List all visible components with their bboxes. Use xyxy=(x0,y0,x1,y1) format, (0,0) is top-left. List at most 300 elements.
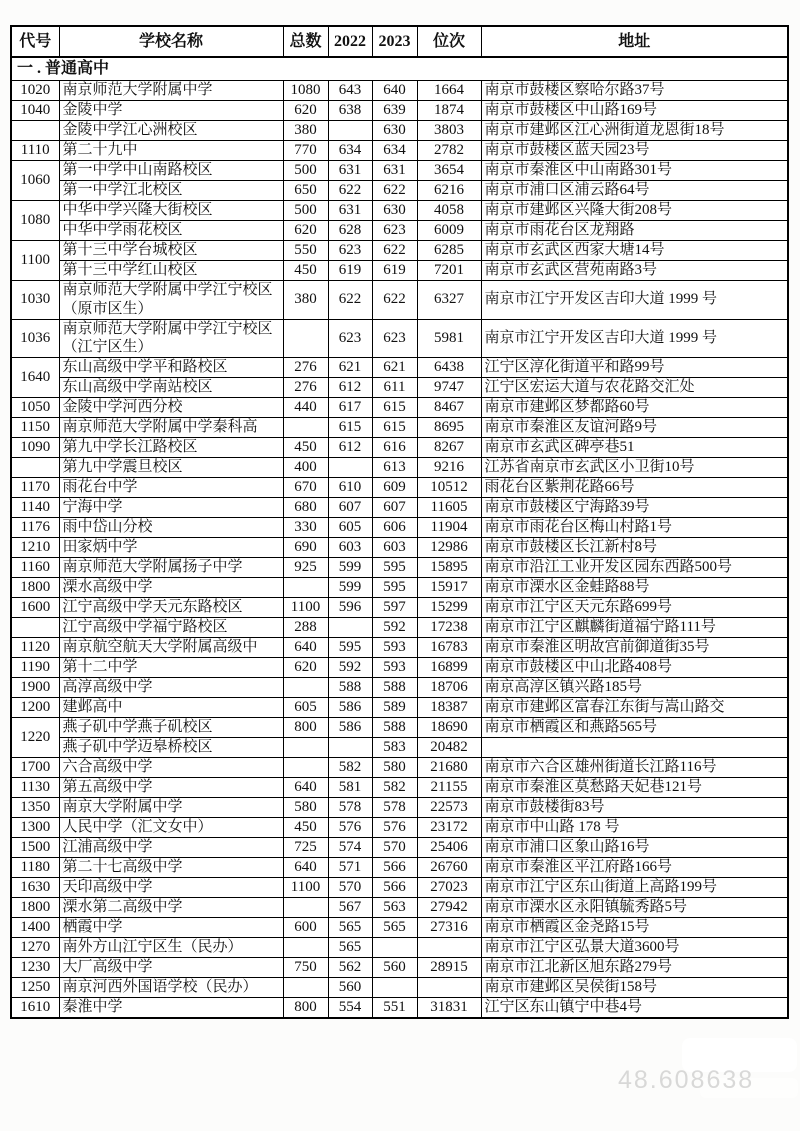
score-2022-cell: 638 xyxy=(328,101,372,121)
address-cell: 南京市建邺区吴侯街158号 xyxy=(481,978,788,998)
score-2023-cell: 560 xyxy=(372,958,417,978)
table-row xyxy=(11,221,788,241)
total-cell xyxy=(283,319,328,358)
score-2022-cell: 592 xyxy=(328,658,372,678)
header-2023: 2023 xyxy=(372,26,417,57)
code-cell: 1350 xyxy=(11,798,59,818)
table-row xyxy=(11,558,788,578)
school-name-cell: 人民中学（汇文女中） xyxy=(59,818,283,838)
address-cell: 南京市江宁开发区吉印大道 1999 号 xyxy=(481,281,788,320)
header-address: 地址 xyxy=(481,26,788,57)
score-2023-cell: 583 xyxy=(372,738,417,758)
school-name-cell: 第九中学长江路校区 xyxy=(59,438,283,458)
score-2023-cell: 566 xyxy=(372,858,417,878)
total-cell: 450 xyxy=(283,818,328,838)
score-2023-cell: 588 xyxy=(372,718,417,738)
score-2022-cell: 586 xyxy=(328,718,372,738)
table-row xyxy=(11,538,788,558)
code-cell: 1100 xyxy=(11,241,59,281)
code-cell: 1140 xyxy=(11,498,59,518)
address-cell: 南京市鼓楼区蓝天园23号 xyxy=(481,141,788,161)
table-row xyxy=(11,838,788,858)
table-row xyxy=(11,438,788,458)
table-row xyxy=(11,778,788,798)
rank-cell: 9216 xyxy=(417,458,481,478)
school-name-cell: 东山高级中学平和路校区 xyxy=(59,358,283,378)
score-2023-cell: 603 xyxy=(372,538,417,558)
table-row xyxy=(11,378,788,398)
watermark-text: 48.608638 xyxy=(618,1066,755,1094)
score-2022-cell: 619 xyxy=(328,261,372,281)
rank-cell: 22573 xyxy=(417,798,481,818)
address-cell: 南京市秦淮区莫愁路天妃巷121号 xyxy=(481,778,788,798)
header-2022: 2022 xyxy=(328,26,372,57)
rank-cell: 6438 xyxy=(417,358,481,378)
total-cell: 400 xyxy=(283,458,328,478)
score-2022-cell: 612 xyxy=(328,378,372,398)
school-name-cell: 高淳高级中学 xyxy=(59,678,283,698)
table-row xyxy=(11,898,788,918)
address-cell: 南京市江宁区麒麟街道福宁路111号 xyxy=(481,618,788,638)
score-2023-cell: 606 xyxy=(372,518,417,538)
school-name-cell: 中华中学雨花校区 xyxy=(59,221,283,241)
table-row xyxy=(11,638,788,658)
total-cell: 770 xyxy=(283,141,328,161)
score-2022-cell: 582 xyxy=(328,758,372,778)
code-cell xyxy=(11,618,59,638)
total-cell: 680 xyxy=(283,498,328,518)
score-2023-cell: 595 xyxy=(372,558,417,578)
address-cell: 南京市建邺区富春江东街与嵩山路交 xyxy=(481,698,788,718)
rank-cell: 6285 xyxy=(417,241,481,261)
rank-cell: 12986 xyxy=(417,538,481,558)
school-name-cell: 溧水高级中学 xyxy=(59,578,283,598)
rank-cell: 3803 xyxy=(417,121,481,141)
total-cell: 925 xyxy=(283,558,328,578)
code-cell: 1250 xyxy=(11,978,59,998)
header-rank: 位次 xyxy=(417,26,481,57)
score-2023-cell xyxy=(372,978,417,998)
code-cell: 1400 xyxy=(11,918,59,938)
table-row xyxy=(11,418,788,438)
rank-cell: 15299 xyxy=(417,598,481,618)
school-name-cell: 大厂高级中学 xyxy=(59,958,283,978)
address-cell: 南京市建邺区江心洲街道龙恩街18号 xyxy=(481,121,788,141)
code-cell: 1800 xyxy=(11,578,59,598)
code-cell: 1300 xyxy=(11,818,59,838)
school-name-cell: 田家炳中学 xyxy=(59,538,283,558)
rank-cell: 1664 xyxy=(417,81,481,101)
total-cell xyxy=(283,678,328,698)
score-2023-cell: 615 xyxy=(372,398,417,418)
score-2023-cell: 619 xyxy=(372,261,417,281)
code-cell: 1640 xyxy=(11,358,59,398)
rank-cell: 21680 xyxy=(417,758,481,778)
table-row xyxy=(11,878,788,898)
total-cell: 750 xyxy=(283,958,328,978)
rank-cell: 15917 xyxy=(417,578,481,598)
code-cell: 1170 xyxy=(11,478,59,498)
total-cell: 580 xyxy=(283,798,328,818)
total-cell: 288 xyxy=(283,618,328,638)
score-2022-cell: 576 xyxy=(328,818,372,838)
score-2022-cell: 586 xyxy=(328,698,372,718)
score-2022-cell: 578 xyxy=(328,798,372,818)
total-cell: 1100 xyxy=(283,878,328,898)
address-cell: 南京市鼓楼街83号 xyxy=(481,798,788,818)
header-row xyxy=(11,26,788,57)
address-cell: 南京市江宁区弘景大道3600号 xyxy=(481,938,788,958)
code-cell: 1090 xyxy=(11,438,59,458)
score-2022-cell: 623 xyxy=(328,241,372,261)
total-cell: 550 xyxy=(283,241,328,261)
rank-cell: 3654 xyxy=(417,161,481,181)
school-name-cell: 金陵中学河西分校 xyxy=(59,398,283,418)
table-body xyxy=(11,57,788,1018)
code-cell: 1160 xyxy=(11,558,59,578)
rank-cell: 8267 xyxy=(417,438,481,458)
code-cell: 1150 xyxy=(11,418,59,438)
rank-cell: 18706 xyxy=(417,678,481,698)
score-2022-cell xyxy=(328,458,372,478)
score-2022-cell xyxy=(328,618,372,638)
table-row xyxy=(11,498,788,518)
score-2023-cell: 613 xyxy=(372,458,417,478)
total-cell: 330 xyxy=(283,518,328,538)
header-total: 总数 xyxy=(283,26,328,57)
school-name-cell: 南京大学附属中学 xyxy=(59,798,283,818)
rank-cell: 1874 xyxy=(417,101,481,121)
school-admission-table xyxy=(10,25,789,1019)
address-cell: 南京市建邺区兴隆大街208号 xyxy=(481,201,788,221)
school-name-cell: 第九中学震旦校区 xyxy=(59,458,283,478)
total-cell: 440 xyxy=(283,398,328,418)
school-name-cell: 江宁高级中学福宁路校区 xyxy=(59,618,283,638)
address-cell: 南京市栖霞区和燕路565号 xyxy=(481,718,788,738)
score-2023-cell: 607 xyxy=(372,498,417,518)
school-name-cell: 南京师范大学附属中学秦科高 xyxy=(59,418,283,438)
score-2022-cell: 623 xyxy=(328,319,372,358)
address-cell: 江苏省南京市玄武区小卫街10号 xyxy=(481,458,788,478)
rank-cell xyxy=(417,978,481,998)
code-cell: 1210 xyxy=(11,538,59,558)
rank-cell: 4058 xyxy=(417,201,481,221)
score-2022-cell: 607 xyxy=(328,498,372,518)
table-row xyxy=(11,81,788,101)
rank-cell: 5981 xyxy=(417,319,481,358)
score-2023-cell: 611 xyxy=(372,378,417,398)
code-cell: 1130 xyxy=(11,778,59,798)
total-cell: 605 xyxy=(283,698,328,718)
table-row xyxy=(11,998,788,1019)
table-row xyxy=(11,478,788,498)
school-name-cell: 南京师范大学附属扬子中学 xyxy=(59,558,283,578)
code-cell: 1050 xyxy=(11,398,59,418)
school-name-cell: 南京师范大学附属中学 xyxy=(59,81,283,101)
table-row xyxy=(11,161,788,181)
address-cell: 南京市江宁开发区吉印大道 1999 号 xyxy=(481,319,788,358)
code-cell: 1080 xyxy=(11,201,59,241)
total-cell: 690 xyxy=(283,538,328,558)
school-name-cell: 栖霞中学 xyxy=(59,918,283,938)
table-row xyxy=(11,358,788,378)
header-school-name: 学校名称 xyxy=(59,26,283,57)
score-2022-cell: 567 xyxy=(328,898,372,918)
rank-cell xyxy=(417,938,481,958)
total-cell: 380 xyxy=(283,121,328,141)
section-row xyxy=(11,57,788,81)
score-2023-cell: 615 xyxy=(372,418,417,438)
address-cell: 江宁区宏运大道与农花路交汇处 xyxy=(481,378,788,398)
address-cell: 南京市江宁区天元东路699号 xyxy=(481,598,788,618)
code-cell: 1180 xyxy=(11,858,59,878)
school-name-cell: 第一中学江北校区 xyxy=(59,181,283,201)
code-cell: 1230 xyxy=(11,958,59,978)
total-cell: 276 xyxy=(283,358,328,378)
code-cell: 1020 xyxy=(11,81,59,101)
rank-cell: 16783 xyxy=(417,638,481,658)
score-2023-cell: 623 xyxy=(372,221,417,241)
school-name-cell: 江浦高级中学 xyxy=(59,838,283,858)
school-name-cell: 第十三中学台城校区 xyxy=(59,241,283,261)
school-name-cell: 南京师范大学附属中学江宁校区（原市区生） xyxy=(59,281,283,320)
address-cell: 南京市江北新区旭东路279号 xyxy=(481,958,788,978)
code-cell: 1190 xyxy=(11,658,59,678)
address-cell: 南京市鼓楼区长江新村8号 xyxy=(481,538,788,558)
score-2023-cell: 595 xyxy=(372,578,417,598)
score-2022-cell: 612 xyxy=(328,438,372,458)
total-cell: 640 xyxy=(283,858,328,878)
score-2022-cell: 631 xyxy=(328,201,372,221)
address-cell: 南京市秦淮区中山南路301号 xyxy=(481,161,788,181)
school-name-cell: 中华中学兴隆大街校区 xyxy=(59,201,283,221)
total-cell: 800 xyxy=(283,998,328,1019)
code-cell: 1220 xyxy=(11,718,59,758)
score-2022-cell: 634 xyxy=(328,141,372,161)
table-row xyxy=(11,101,788,121)
rank-cell: 2782 xyxy=(417,141,481,161)
address-cell: 南京市玄武区碑亭巷51 xyxy=(481,438,788,458)
school-name-cell: 江宁高级中学天元东路校区 xyxy=(59,598,283,618)
code-cell: 1600 xyxy=(11,598,59,618)
score-2023-cell: 609 xyxy=(372,478,417,498)
table-row xyxy=(11,319,788,358)
school-name-cell: 第一中学中山南路校区 xyxy=(59,161,283,181)
score-2023-cell: 589 xyxy=(372,698,417,718)
table-row xyxy=(11,798,788,818)
total-cell: 500 xyxy=(283,161,328,181)
rank-cell: 25406 xyxy=(417,838,481,858)
code-cell: 1900 xyxy=(11,678,59,698)
school-name-cell: 南外方山江宁区生（民办） xyxy=(59,938,283,958)
address-cell: 南京市建邺区梦都路60号 xyxy=(481,398,788,418)
score-2022-cell: 565 xyxy=(328,938,372,958)
rank-cell: 6009 xyxy=(417,221,481,241)
total-cell: 380 xyxy=(283,281,328,320)
score-2022-cell: 574 xyxy=(328,838,372,858)
score-2022-cell: 605 xyxy=(328,518,372,538)
table-row xyxy=(11,978,788,998)
school-name-cell: 第二十九中 xyxy=(59,141,283,161)
total-cell: 620 xyxy=(283,221,328,241)
rank-cell: 10512 xyxy=(417,478,481,498)
code-cell: 1700 xyxy=(11,758,59,778)
school-name-cell: 宁海中学 xyxy=(59,498,283,518)
rank-cell: 16899 xyxy=(417,658,481,678)
score-2023-cell: 623 xyxy=(372,319,417,358)
table-row xyxy=(11,918,788,938)
school-name-cell: 燕子矶中学迈皋桥校区 xyxy=(59,738,283,758)
score-2023-cell: 622 xyxy=(372,281,417,320)
score-2022-cell: 628 xyxy=(328,221,372,241)
school-name-cell: 雨花台中学 xyxy=(59,478,283,498)
score-2022-cell: 610 xyxy=(328,478,372,498)
total-cell: 600 xyxy=(283,918,328,938)
address-cell: 南京市浦口区浦云路64号 xyxy=(481,181,788,201)
address-cell: 南京市江宁区东山街道上高路199号 xyxy=(481,878,788,898)
score-2022-cell: 631 xyxy=(328,161,372,181)
score-2022-cell: 622 xyxy=(328,281,372,320)
score-2022-cell: 599 xyxy=(328,578,372,598)
code-cell xyxy=(11,121,59,141)
table-row xyxy=(11,281,788,320)
table-row xyxy=(11,758,788,778)
table-row xyxy=(11,818,788,838)
score-2022-cell: 565 xyxy=(328,918,372,938)
header-code: 代号 xyxy=(11,26,59,57)
score-2022-cell: 617 xyxy=(328,398,372,418)
table-row xyxy=(11,738,788,758)
school-name-cell: 秦淮中学 xyxy=(59,998,283,1019)
table-row xyxy=(11,858,788,878)
score-2023-cell xyxy=(372,938,417,958)
score-2022-cell: 571 xyxy=(328,858,372,878)
address-cell: 南京市玄武区西家大塘14号 xyxy=(481,241,788,261)
table-row xyxy=(11,261,788,281)
school-name-cell: 南京师范大学附属中学江宁校区（江宁区生） xyxy=(59,319,283,358)
section-title: 一 . 普通高中 xyxy=(11,57,788,81)
rank-cell: 31831 xyxy=(417,998,481,1019)
total-cell: 640 xyxy=(283,778,328,798)
table-row xyxy=(11,678,788,698)
address-cell xyxy=(481,738,788,758)
score-2022-cell: 603 xyxy=(328,538,372,558)
table-row xyxy=(11,458,788,478)
score-2023-cell: 551 xyxy=(372,998,417,1019)
rank-cell: 23172 xyxy=(417,818,481,838)
total-cell: 1080 xyxy=(283,81,328,101)
code-cell: 1120 xyxy=(11,638,59,658)
school-name-cell: 天印高级中学 xyxy=(59,878,283,898)
code-cell: 1040 xyxy=(11,101,59,121)
rank-cell: 6327 xyxy=(417,281,481,320)
score-2023-cell: 630 xyxy=(372,201,417,221)
address-cell: 南京市秦淮区友谊河路9号 xyxy=(481,418,788,438)
rank-cell: 11605 xyxy=(417,498,481,518)
address-cell: 南京市栖霞区金尧路15号 xyxy=(481,918,788,938)
score-2023-cell: 593 xyxy=(372,638,417,658)
address-cell: 南京市溧水区永阳镇毓秀路5号 xyxy=(481,898,788,918)
table-row xyxy=(11,718,788,738)
total-cell: 800 xyxy=(283,718,328,738)
address-cell: 南京高淳区镇兴路185号 xyxy=(481,678,788,698)
total-cell xyxy=(283,758,328,778)
school-name-cell: 第十三中学红山校区 xyxy=(59,261,283,281)
rank-cell: 27942 xyxy=(417,898,481,918)
code-cell: 1060 xyxy=(11,161,59,201)
score-2023-cell: 582 xyxy=(372,778,417,798)
total-cell: 450 xyxy=(283,438,328,458)
score-2022-cell: 570 xyxy=(328,878,372,898)
score-2022-cell: 622 xyxy=(328,181,372,201)
score-2023-cell: 631 xyxy=(372,161,417,181)
total-cell xyxy=(283,938,328,958)
code-cell: 1110 xyxy=(11,141,59,161)
total-cell: 650 xyxy=(283,181,328,201)
score-2023-cell: 563 xyxy=(372,898,417,918)
score-2023-cell: 576 xyxy=(372,818,417,838)
code-cell: 1030 xyxy=(11,281,59,320)
score-2022-cell: 643 xyxy=(328,81,372,101)
address-cell: 雨花台区紫荆花路66号 xyxy=(481,478,788,498)
address-cell: 南京市沿江工业开发区园东西路500号 xyxy=(481,558,788,578)
score-2022-cell: 615 xyxy=(328,418,372,438)
table-row xyxy=(11,398,788,418)
total-cell xyxy=(283,978,328,998)
rank-cell: 17238 xyxy=(417,618,481,638)
total-cell xyxy=(283,578,328,598)
table-row xyxy=(11,618,788,638)
total-cell: 670 xyxy=(283,478,328,498)
rank-cell: 18387 xyxy=(417,698,481,718)
score-2023-cell: 621 xyxy=(372,358,417,378)
address-cell: 南京市玄武区营苑南路3号 xyxy=(481,261,788,281)
score-2022-cell: 596 xyxy=(328,598,372,618)
total-cell: 500 xyxy=(283,201,328,221)
score-2023-cell: 592 xyxy=(372,618,417,638)
table-row xyxy=(11,698,788,718)
table-row xyxy=(11,938,788,958)
address-cell: 江宁区淳化街道平和路99号 xyxy=(481,358,788,378)
code-cell: 1200 xyxy=(11,698,59,718)
school-name-cell: 第五高级中学 xyxy=(59,778,283,798)
code-cell: 1270 xyxy=(11,938,59,958)
school-name-cell: 东山高级中学南站校区 xyxy=(59,378,283,398)
school-name-cell: 金陵中学江心洲校区 xyxy=(59,121,283,141)
score-2023-cell: 630 xyxy=(372,121,417,141)
score-2022-cell: 562 xyxy=(328,958,372,978)
address-cell: 南京市秦淮区平江府路166号 xyxy=(481,858,788,878)
school-name-cell: 雨中岱山分校 xyxy=(59,518,283,538)
total-cell xyxy=(283,898,328,918)
score-2023-cell: 578 xyxy=(372,798,417,818)
rank-cell: 21155 xyxy=(417,778,481,798)
total-cell: 640 xyxy=(283,638,328,658)
score-2022-cell: 595 xyxy=(328,638,372,658)
address-cell: 南京市雨花台区龙翔路 xyxy=(481,221,788,241)
score-2022-cell: 581 xyxy=(328,778,372,798)
score-2022-cell: 621 xyxy=(328,358,372,378)
address-cell: 南京市秦淮区明故宫前御道街35号 xyxy=(481,638,788,658)
table-row xyxy=(11,518,788,538)
total-cell: 276 xyxy=(283,378,328,398)
rank-cell: 20482 xyxy=(417,738,481,758)
rank-cell: 28915 xyxy=(417,958,481,978)
school-name-cell: 南京航空航天大学附属高级中 xyxy=(59,638,283,658)
address-cell: 南京市浦口区象山路16号 xyxy=(481,838,788,858)
code-cell: 1176 xyxy=(11,518,59,538)
table-row xyxy=(11,598,788,618)
